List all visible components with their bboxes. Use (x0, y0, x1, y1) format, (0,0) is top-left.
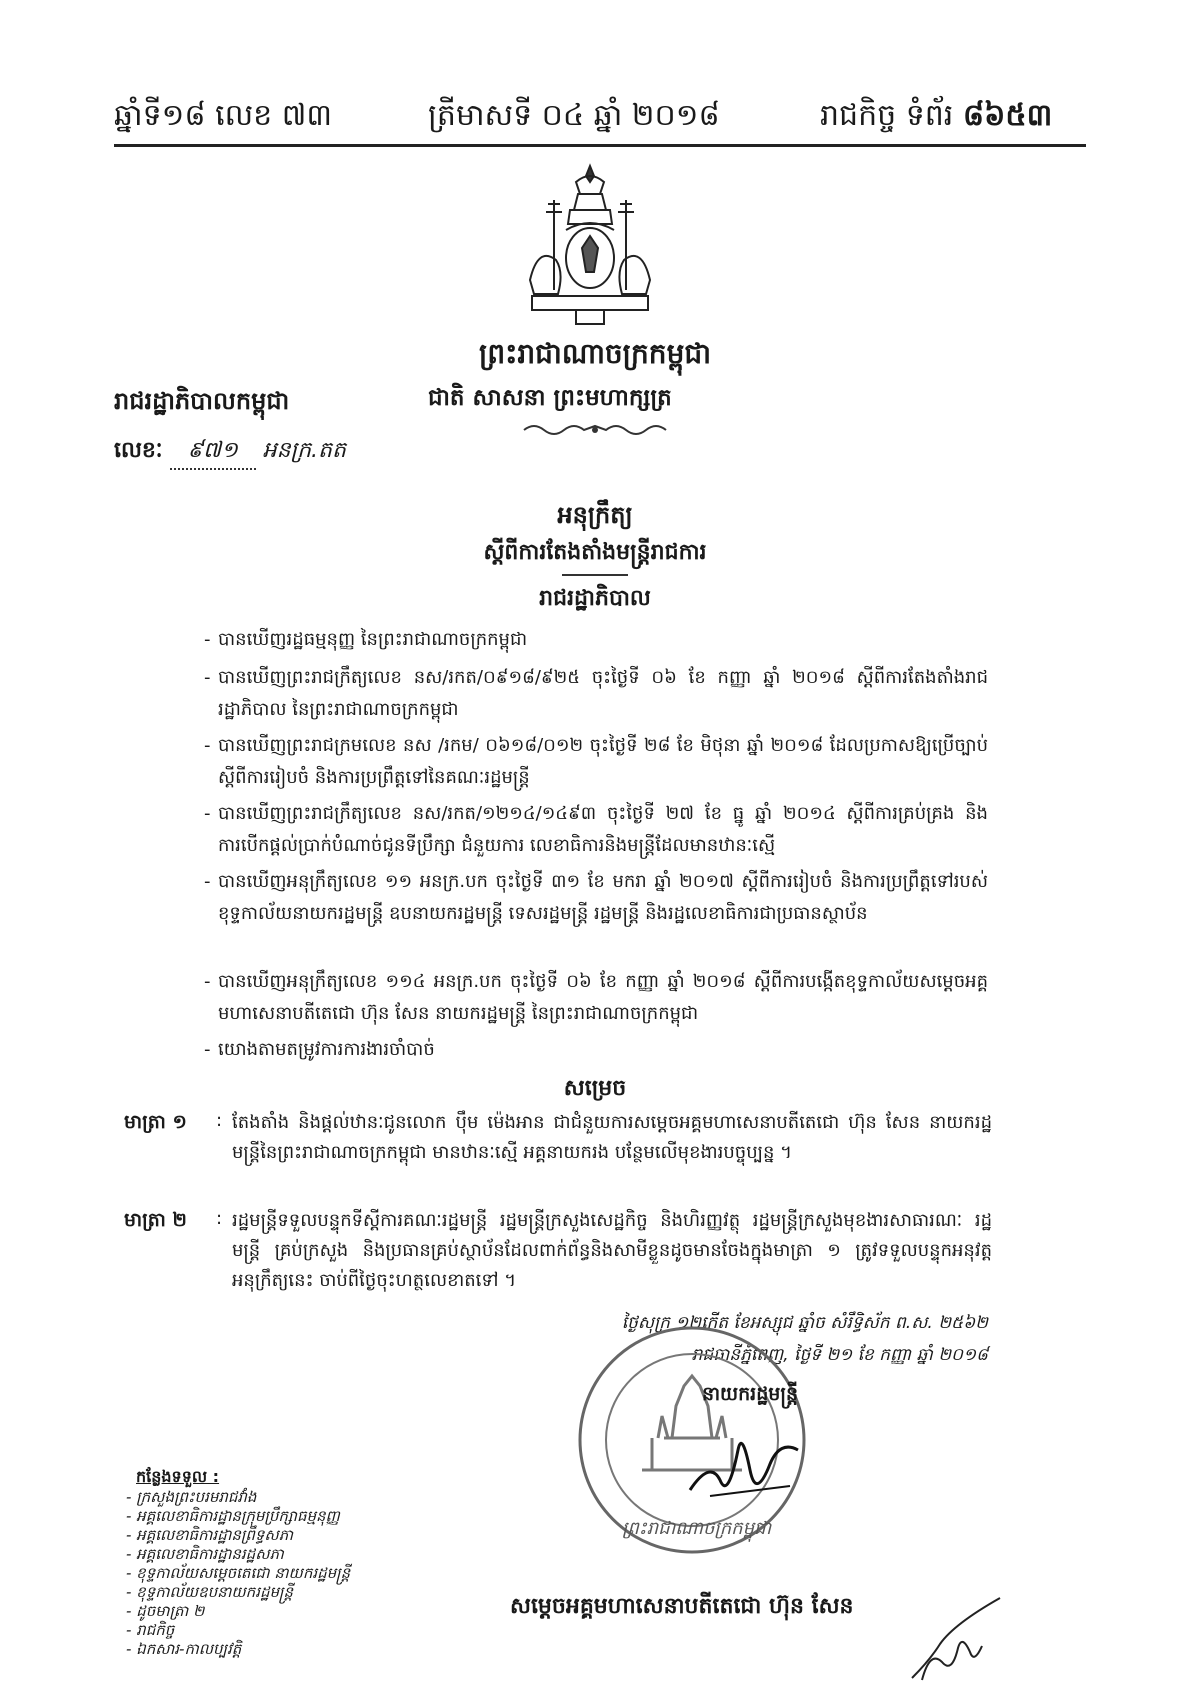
decision-heading: សម្រេច (563, 1076, 627, 1101)
authority-heading: រាជរដ្ឋាភិបាល (539, 586, 651, 611)
consideration-item: - បានឃើញអនុក្រឹត្យលេខ ១១៤ អនក្រ.បក ចុះថ្ងៃទី ០៦ ខែ កញ្ញា ឆ្នាំ ២០១៨ ស្តីពីការបង្កើតខុទ្ទកាល័យសម្តេចអគ្គមហាសេនាបតីតេជោ ហ៊ុន សែន នាយករដ្ឋមន្ត្រី នៃព្រះរាជាណាចក្រកម្ពុជា (204, 971, 988, 1024)
article-1-colon: : (216, 1110, 223, 1131)
article-2-label: មាត្រា ២ (124, 1209, 187, 1231)
distribution-item: - ខុទ្ទកាល័យសម្តេចតេជោ នាយករដ្ឋមន្ត្រី (126, 1564, 351, 1582)
distribution-item: - ដូចមាត្រា ២ (126, 1602, 205, 1620)
national-motto: ជាតិ សាសនា ព្រះមហាក្សត្រ (428, 385, 672, 411)
seal-caption: ព្រះរាជាណាចក្រកម្ពុជា (622, 1518, 772, 1539)
distribution-item: - ខុទ្ទកាល័យឧបនាយករដ្ឋមន្ត្រី (126, 1583, 293, 1601)
consideration-item: - យោងតាមតម្រូវការការងារចាំបាច់ (204, 1039, 435, 1060)
consideration-item: - បានឃើញរដ្ឋធម្មនុញ្ញ នៃព្រះរាជាណាចក្រកម្ពុជា (204, 629, 528, 650)
gazette-year-issue: ឆ្នាំទី១៨ លេខ ៧៣ (114, 98, 332, 133)
distribution-item: - អគ្គលេខាធិការដ្ឋានព្រឹទ្ធសភា (126, 1526, 293, 1544)
article-2-colon: : (216, 1208, 223, 1229)
consideration-item: - បានឃើញព្រះរាជក្រឹត្យលេខ នស/រកត/០៩១៨/៩២៥ ចុះថ្ងៃទី ០៦ ខែ កញ្ញា ឆ្នាំ ២០១៨ ស្តីពីការតែងតាំងរាជរដ្ឋាភិបាល នៃព្រះរាជាណាចក្រកម្ពុជា (204, 667, 988, 720)
gazette-page (820, 96, 1052, 140)
consideration-item: - បានឃើញព្រះរាជក្រឹត្យលេខ នស/រកត/១២១៤/១៤៩៣ ចុះថ្ងៃទី ២៧ ខែ ធ្នូ ឆ្នាំ ២០១៤ ស្តីពីការគ្រប់គ្រង និងការបើកផ្តល់ប្រាក់បំណាច់ជូនទីប្រឹក្សា ជំនួយការ លេខាធិការនិងមន្ត្រីដែលមានឋានៈស្មើ (204, 803, 988, 856)
kingdom-title: ព្រះរាជាណាចក្រកម្ពុជា (478, 337, 711, 370)
issuer-name: រាជរដ្ឋាភិបាលកម្ពុជា (114, 387, 290, 415)
reference-suffix: អនក្រ.តត (262, 438, 346, 463)
document-type: អនុក្រឹត្យ (557, 501, 633, 529)
royal-coat-of-arms-icon (520, 160, 660, 330)
consideration-item: - បានឃើញព្រះរាជក្រមលេខ នស /រកម/ ០៦១៨/០១២ ចុះថ្ងៃទី ២៨ ខែ មិថុនា ឆ្នាំ ២០១៨ ដែលប្រកាសឱ្យប្រើច្បាប់ស្តីពីការរៀបចំ និងការប្រព្រឹត្តទៅនៃគណៈរដ្ឋមន្ត្រី (204, 735, 988, 788)
distribution-heading: កន្លែងទទួល : (136, 1467, 220, 1486)
distribution-item: - ក្រសួងព្រះបរមរាជវាំង (126, 1488, 257, 1506)
distribution-item: - អគ្គលេខាធិការដ្ឋានរដ្ឋសភា (126, 1545, 284, 1563)
signer-title: នាយករដ្ឋមន្ត្រី (701, 1383, 799, 1405)
initials-icon (900, 1590, 1010, 1690)
gazette-page-label: រាជកិច្ច ទំព័រ (820, 98, 954, 133)
reference-number (114, 436, 346, 470)
article-1-label: មាត្រា ១ (124, 1111, 187, 1133)
distribution-item: - អគ្គលេខាធិការដ្ឋានក្រុមប្រឹក្សាធម្មនុញ្ញ (126, 1507, 340, 1525)
gazette-page-number: ៨៦៥៣ (962, 98, 1053, 133)
ornament-divider-icon (520, 422, 670, 438)
distribution-item: - ឯកសារ-កាលប្បវត្តិ (126, 1640, 242, 1658)
distribution-item: - រាជកិច្ច (126, 1621, 175, 1639)
document-subject: ស្តីពីការតែងតាំងមន្ត្រីរាជការ (483, 540, 707, 565)
consideration-item: - បានឃើញអនុក្រឹត្យលេខ ១១ អនក្រ.បក ចុះថ្ងៃទី ៣១ ខែ មករា ឆ្នាំ ២០១៧ ស្តីពីការរៀបចំ និងការប្រព្រឹត្តទៅរបស់ខុទ្ទកាល័យនាយករដ្ឋមន្ត្រី ឧបនាយករដ្ឋមន្ត្រី ទេសរដ្ឋមន្ត្រី រដ្ឋមន្ត្រី និងរដ្ឋលេខាធិការជាប្រធានស្ថាប័ន (204, 871, 988, 924)
signer-name: សម្តេចអគ្គមហាសេនាបតីតេជោ ហ៊ុន សែន (510, 1594, 854, 1619)
date-solar: រាជធានីភ្នំពេញ, ថ្ងៃទី ២១ ខែ កញ្ញា ឆ្នាំ ២០១៨ (691, 1345, 988, 1365)
signature-icon (680, 1420, 810, 1510)
reference-handwritten-number: ៩៧១ (170, 436, 256, 470)
gazette-quarter: ត្រីមាសទី ០៤ ឆ្នាំ ២០១៨ (428, 98, 720, 133)
reference-label: លេខៈ (114, 438, 163, 463)
header-rule (114, 144, 1086, 147)
article-1-text: តែងតាំង និងផ្តល់ឋានៈជូនលោក ប៉ឹម ម៉េងអាន ជាជំនួយការសម្តេចអគ្គមហាសេនាបតីតេជោ ហ៊ុន សែន នាយករដ្ឋមន្ត្រីនៃព្រះរាជាណាចក្រកម្ពុជា មានឋានៈស្មើ អគ្គនាយករង បន្ថែមលើមុខងារបច្ចុប្បន្ន ។ (232, 1112, 992, 1163)
title-underline (562, 574, 628, 576)
article-2-text: រដ្ឋមន្ត្រីទទួលបន្ទុកទីស្តីការគណៈរដ្ឋមន្ត្រី រដ្ឋមន្ត្រីក្រសួងសេដ្ឋកិច្ច និងហិរញ្ញវត្ថុ រដ្ឋមន្ត្រីក្រសួងមុខងារសាធារណៈ រដ្ឋមន្ត្រី គ្រប់ក្រសួង និងប្រធានគ្រប់ស្ថាប័នដែលពាក់ព័ន្ធនិងសាមីខ្លួនដូចមានចែងក្នុងមាត្រា ១ ត្រូវទទួលបន្ទុកអនុវត្តអនុក្រឹត្យនេះ ចាប់ពីថ្ងៃចុះហត្ថលេខាតទៅ ។ (232, 1210, 992, 1291)
date-lunar: ថ្ងៃសុក្រ ១២កើត ខែអស្សុជ ឆ្នាំច សំរឹទ្ធិស័ក ព.ស. ២៥៦២ (621, 1313, 988, 1333)
